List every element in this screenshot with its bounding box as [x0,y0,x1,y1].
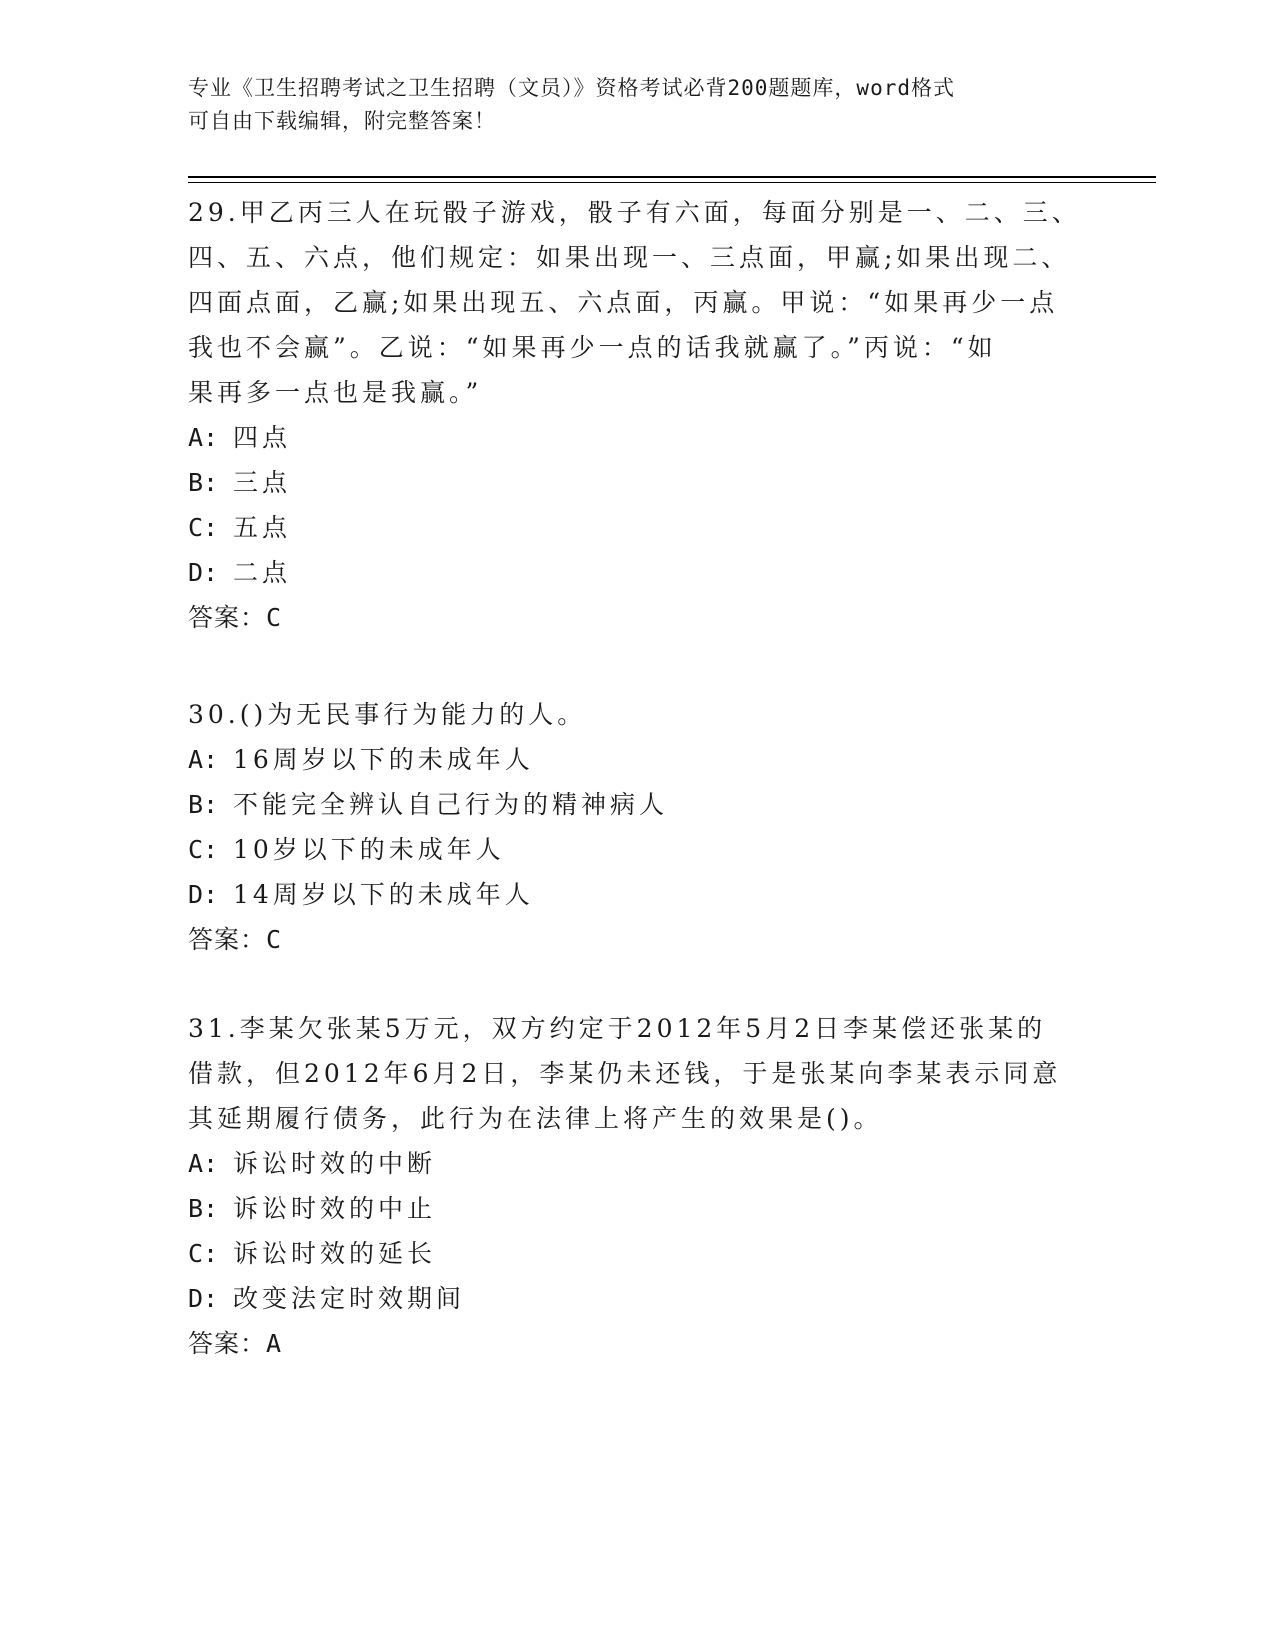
option-text: 五点 [233,513,292,542]
question-stem-line: 29.甲乙丙三人在玩骰子游戏，骰子有六面，每面分别是一、二、三、 [188,198,1081,227]
option-c [188,505,1088,550]
option-letter: A: [188,1149,219,1178]
header-divider-thin [188,182,1156,183]
option-d [188,550,1088,595]
option-letter: D: [188,880,219,909]
question-stem-line: 其延期履行债务，此行为在法律上将产生的效果是()。 [188,1104,883,1133]
document-header [188,72,1088,138]
option-letter: A: [188,423,219,452]
option-text: 诉讼时效的中断 [233,1149,437,1178]
option-letter: D: [188,558,219,587]
answer-line: 答案：C [188,603,283,632]
option-text: 四点 [233,423,292,452]
answer-line: 答案：C [188,925,283,954]
header-line-1: 专业《卫生招聘考试之卫生招聘（文员）》资格考试必背200题题库，word格式 [188,76,955,100]
option-letter: C: [188,513,219,542]
option-text: 诉讼时效的延长 [233,1239,437,1268]
header-divider-thick [188,176,1156,178]
option-a [188,737,1088,782]
option-text: 改变法定时效期间 [233,1284,466,1313]
option-letter: D: [188,1284,219,1313]
option-text: 10岁以下的未成年人 [233,835,505,864]
option-text: 诉讼时效的中止 [233,1194,437,1223]
option-d [188,1276,1088,1321]
option-letter: B: [188,468,219,497]
question-30 [188,692,1088,962]
option-b [188,1186,1088,1231]
header-line-2: 可自由下载编辑，附完整答案！ [188,109,496,133]
question-stem-line: 31.李某欠张某5万元，双方约定于2012年5月2日李某偿还张某的 [188,1014,1047,1043]
option-letter: C: [188,1239,219,1268]
question-stem-line: 果再多一点也是我赢。” [188,378,483,407]
question-stem-line: 借款，但2012年6月2日，李某仍未还钱，于是张某向李某表示同意 [188,1059,1062,1088]
option-c [188,827,1088,872]
option-text: 三点 [233,468,292,497]
option-text: 16周岁以下的未成年人 [233,745,534,774]
option-a [188,1141,1088,1186]
question-stem-line: 我也不会赢”。乙说：“如果再少一点的话我就赢了。”丙说：“如 [188,333,997,362]
question-29 [188,190,1088,640]
option-a [188,415,1088,460]
question-stem-line: 四、五、六点，他们规定：如果出现一、三点面，甲赢;如果出现二、 [188,243,1071,272]
option-text: 二点 [233,558,292,587]
question-stem-line: 四面点面，乙赢;如果出现五、六点面，丙赢。甲说：“如果再少一点 [188,288,1059,317]
option-text: 14周岁以下的未成年人 [233,880,534,909]
option-letter: C: [188,835,219,864]
answer-line: 答案：A [188,1329,283,1358]
option-b [188,460,1088,505]
question-31 [188,1006,1088,1366]
option-c [188,1231,1088,1276]
option-letter: B: [188,1194,219,1223]
option-text: 不能完全辨认自己行为的精神病人 [233,790,669,819]
option-letter: B: [188,790,219,819]
option-b [188,782,1088,827]
question-stem-line: 30.()为无民事行为能力的人。 [188,700,587,729]
option-letter: A: [188,745,219,774]
option-d [188,872,1088,917]
